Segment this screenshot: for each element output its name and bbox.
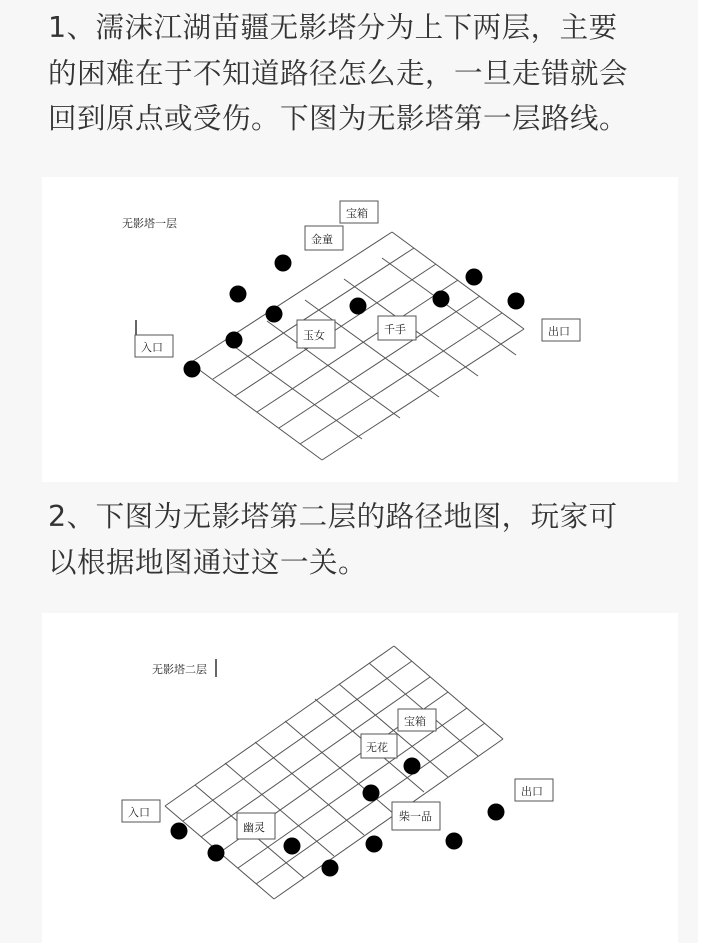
- path-dot: [171, 823, 188, 840]
- paragraph-line: 以根据地图通过这一关。: [48, 545, 368, 579]
- page-margin: [698, 0, 720, 943]
- gold-boy-label: 金童: [311, 233, 333, 246]
- path-dot: [266, 306, 283, 323]
- floor-one-entrance-box: [135, 335, 173, 357]
- floor-one-thousandhands-box: [378, 316, 416, 340]
- path-dot: [322, 860, 339, 877]
- paragraph-line: 2、下图为无影塔第二层的路径地图，玩家可: [48, 500, 618, 533]
- path-dot: [466, 269, 483, 286]
- path-dot: [350, 298, 367, 315]
- floor-two-map-image: [42, 613, 678, 943]
- paragraph-line: 1、濡沫江湖苗疆无影塔分为上下两层，主要: [48, 11, 618, 44]
- floor-two-exit-box: [515, 779, 553, 801]
- floor-one-jadegirl-box: [297, 320, 335, 348]
- floor-one-exit-box: [542, 319, 580, 341]
- floor-two-ghost-box: [237, 813, 275, 839]
- treasure-label: 宝箱: [346, 207, 368, 220]
- floor-two-path-dots: [171, 758, 505, 877]
- path-dot: [208, 845, 225, 862]
- floor-one-treasure-box: [340, 201, 378, 223]
- floor-one-grid: [190, 232, 524, 460]
- treasure-label: 宝箱: [404, 715, 426, 728]
- floor-one-goldboy-box: [305, 226, 343, 250]
- exit-label: 出口: [548, 325, 570, 338]
- floor-two-map-svg: [42, 613, 678, 943]
- path-dot: [284, 838, 301, 855]
- paragraph-floor-two: [48, 494, 678, 585]
- ghost-label: 幽灵: [243, 821, 265, 834]
- entrance-label: 入口: [128, 806, 150, 819]
- path-dot: [446, 833, 463, 850]
- path-dot: [226, 332, 243, 349]
- floor-two-wuhua-box: [361, 734, 397, 758]
- floor-two-chaiyipin-box: [392, 802, 440, 830]
- wuhua-label: 无花: [366, 741, 388, 754]
- path-dot: [404, 758, 421, 775]
- path-dot: [230, 286, 247, 303]
- floor-two-title: 无影塔二层: [152, 663, 207, 676]
- path-dot: [184, 361, 201, 378]
- jade-girl-label: 玉女: [303, 329, 325, 342]
- chaiyipin-label: 柴一品: [399, 810, 432, 823]
- path-dot: [275, 255, 292, 272]
- paragraph-line: 回到原点或受伤。下图为无影塔第一层路线。: [48, 102, 629, 135]
- paragraph-floor-one: [48, 5, 678, 142]
- floor-two-treasure-box: [398, 709, 436, 731]
- path-dot: [363, 785, 380, 802]
- path-dot: [366, 836, 383, 853]
- path-dot: [488, 804, 505, 821]
- entrance-label: 入口: [141, 341, 163, 354]
- floor-one-map-svg: [42, 177, 678, 482]
- floor-one-path-dots: [184, 255, 525, 378]
- thousand-hands-label: 千手: [384, 323, 406, 336]
- exit-label: 出口: [521, 785, 543, 798]
- path-dot: [433, 291, 450, 308]
- path-dot: [508, 293, 525, 310]
- floor-one-map-image: [42, 177, 678, 482]
- floor-one-title: 无影塔一层: [122, 217, 177, 230]
- floor-two-entrance-box: [122, 800, 160, 822]
- paragraph-line: 的困难在于不知道路径怎么走，一旦走错就会: [48, 56, 629, 90]
